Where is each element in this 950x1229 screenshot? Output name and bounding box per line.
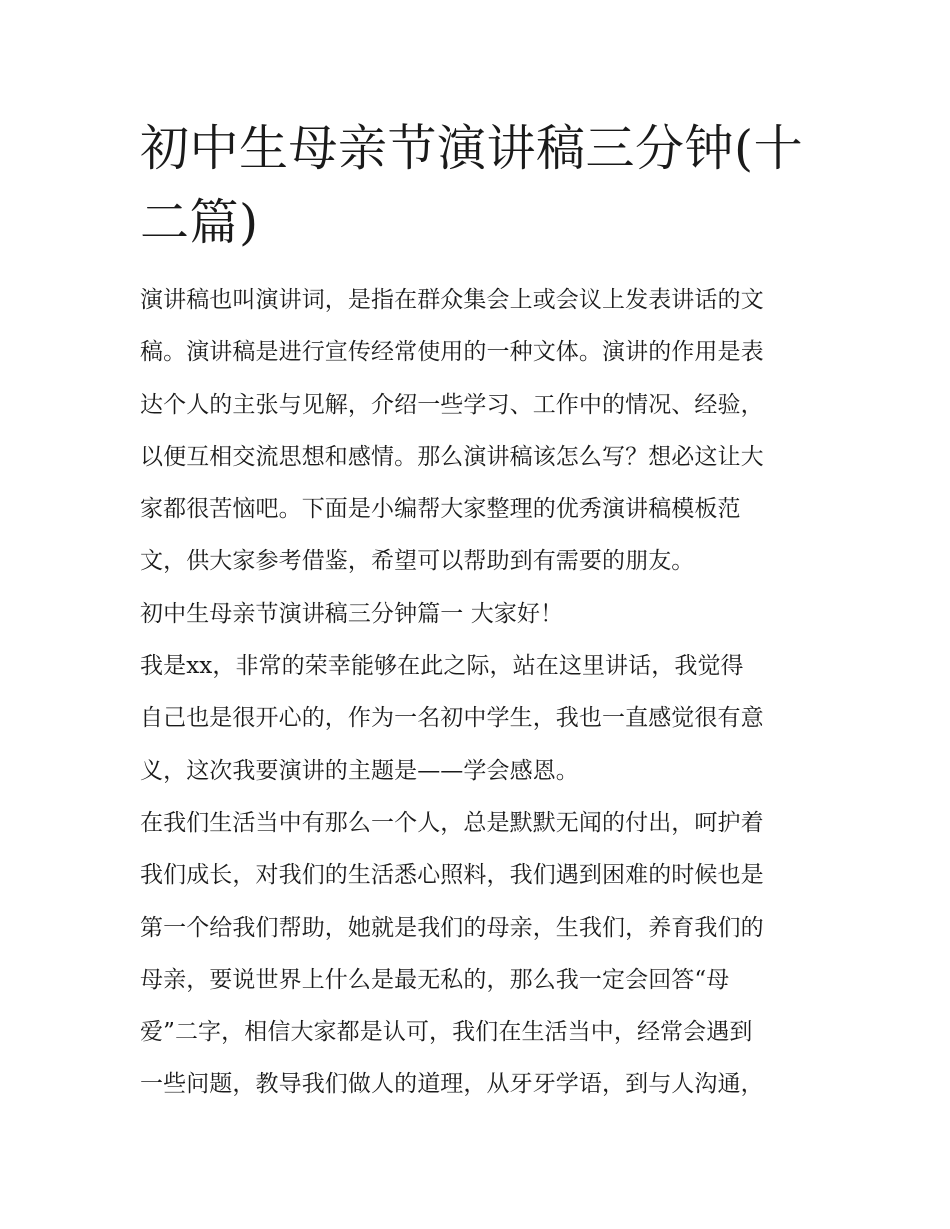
document-page — [140, 112, 812, 1111]
body-line: 文，供大家参考借鉴，希望可以帮助到有需要的朋友。 — [140, 548, 695, 575]
document-body — [140, 274, 812, 1111]
body-line: 第一个给我们帮助，她就是我们的母亲，生我们，养育我们的 — [140, 914, 764, 941]
body-line: 自己也是很开心的，作为一名初中学生，我也一直感觉很有意 — [140, 705, 764, 732]
body-line: 家都很苦恼吧。下面是小编帮大家整理的优秀演讲稿模板范 — [140, 496, 741, 523]
body-line: 义，这次我要演讲的主题是——学会感恩。 — [140, 757, 579, 784]
body-line: 在我们生活当中有那么一个人，总是默默无闻的付出，呵护着 — [140, 809, 764, 836]
body-line: 以便互相交流思想和感情。那么演讲稿该怎么写？想必这让大 — [140, 443, 764, 470]
document-title — [140, 112, 812, 260]
body-line: 稿。演讲稿是进行宣传经常使用的一种文体。演讲的作用是表 — [140, 339, 764, 366]
title-line: 初中生母亲节演讲稿三分钟(十 — [140, 120, 804, 177]
body-line: 爱”二字，相信大家都是认可，我们在生活当中，经常会遇到 — [140, 1019, 753, 1046]
body-line: 一些问题，教导我们做人的道理，从牙牙学语，到与人沟通， — [140, 1071, 764, 1098]
section-heading-line: 初中生母亲节演讲稿三分钟篇一 大家好！ — [140, 600, 564, 627]
body-line: 达个人的主张与见解，介绍一些学习、工作中的情况、经验， — [140, 391, 764, 418]
body-line: 我们成长，对我们的生活悉心照料，我们遇到困难的时候也是 — [140, 862, 764, 889]
body-line: 我是xx，非常的荣幸能够在此之际，站在这里讲话，我觉得 — [140, 653, 744, 680]
title-line: 二篇) — [140, 194, 259, 251]
body-line: 母亲，要说世界上什么是最无私的，那么我一定会回答“母 — [140, 966, 730, 993]
body-line: 演讲稿也叫演讲词，是指在群众集会上或会议上发表讲话的文 — [140, 287, 764, 313]
